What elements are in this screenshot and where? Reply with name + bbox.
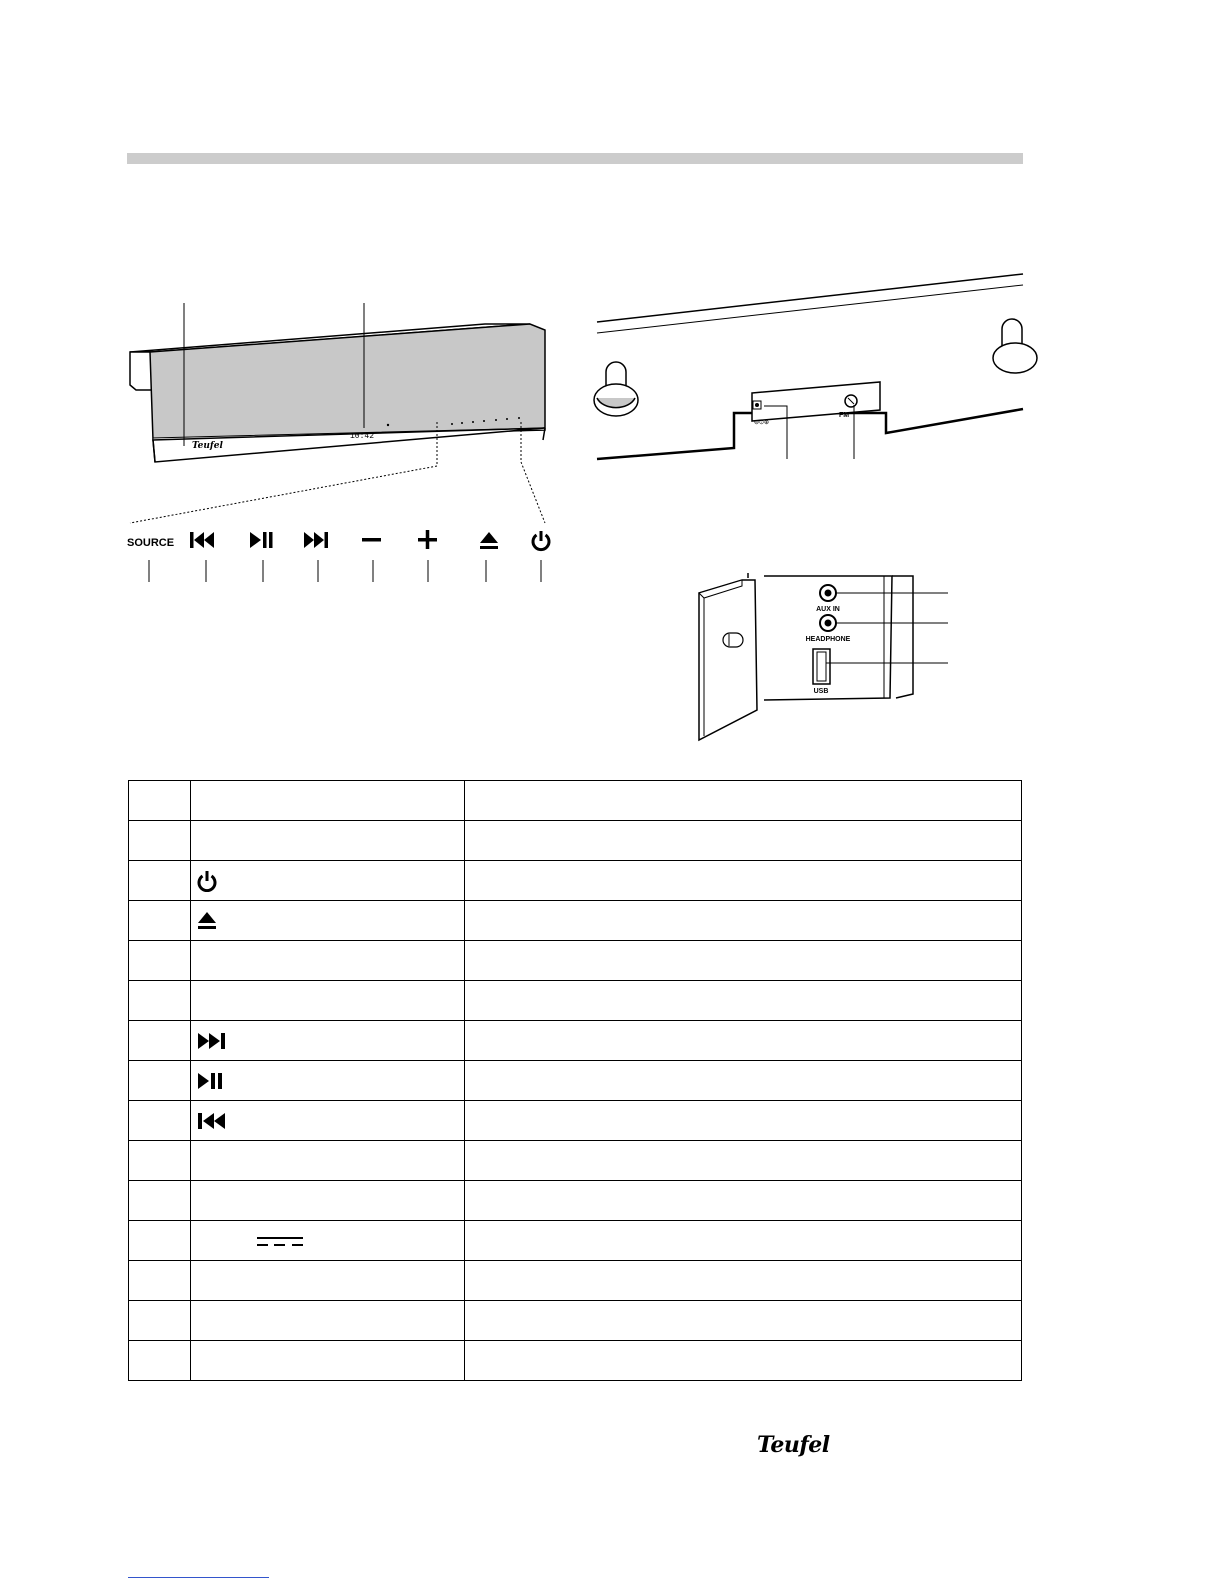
table-row bbox=[129, 941, 1022, 981]
fm-label: FM bbox=[839, 412, 850, 419]
button-strip bbox=[127, 530, 549, 582]
table-row bbox=[129, 781, 1022, 821]
aux-in-label: AUX IN bbox=[816, 606, 840, 613]
table-row bbox=[129, 1261, 1022, 1301]
table-row bbox=[129, 1221, 1022, 1261]
svg-text:⊖⊙⊕: ⊖⊙⊕ bbox=[754, 420, 770, 426]
minus-icon bbox=[362, 538, 381, 542]
table-row bbox=[129, 1061, 1022, 1101]
table-row bbox=[129, 1101, 1022, 1141]
rear-device bbox=[594, 274, 1037, 459]
table-row bbox=[129, 981, 1022, 1021]
footer-underline bbox=[128, 1577, 269, 1578]
eject-icon bbox=[480, 532, 498, 549]
skip-forward-icon bbox=[197, 1032, 231, 1050]
dc-symbol-icon bbox=[197, 1235, 307, 1249]
skip-back-icon bbox=[190, 532, 214, 548]
keyhole-left bbox=[594, 362, 638, 416]
keyhole-right bbox=[993, 319, 1037, 373]
headphone-label: HEADPHONE bbox=[805, 636, 851, 643]
footer-logo: Teufel bbox=[757, 1432, 830, 1458]
table-row bbox=[129, 1341, 1022, 1381]
side-panel bbox=[699, 573, 948, 740]
table-row bbox=[129, 1181, 1022, 1221]
table-row bbox=[129, 1021, 1022, 1061]
table-row bbox=[129, 1301, 1022, 1341]
source-label: SOURCE bbox=[127, 537, 175, 549]
device-illustrations bbox=[0, 0, 1225, 760]
skip-forward-icon bbox=[304, 532, 328, 548]
play-pause-icon bbox=[197, 1072, 225, 1090]
table-row bbox=[129, 821, 1022, 861]
front-device bbox=[130, 303, 545, 523]
table-row bbox=[129, 861, 1022, 901]
power-icon bbox=[197, 870, 217, 892]
table-row bbox=[129, 1141, 1022, 1181]
table-row bbox=[129, 901, 1022, 941]
power-icon bbox=[533, 531, 549, 550]
play-pause-icon bbox=[250, 532, 273, 548]
skip-back-icon bbox=[197, 1112, 231, 1130]
front-logo: Teufel bbox=[192, 441, 223, 451]
front-display-time: 10:42 bbox=[350, 432, 375, 441]
eject-icon bbox=[197, 911, 217, 931]
plus-icon bbox=[418, 530, 437, 549]
parts-table bbox=[128, 780, 1022, 1381]
usb-label: USB bbox=[813, 688, 829, 695]
